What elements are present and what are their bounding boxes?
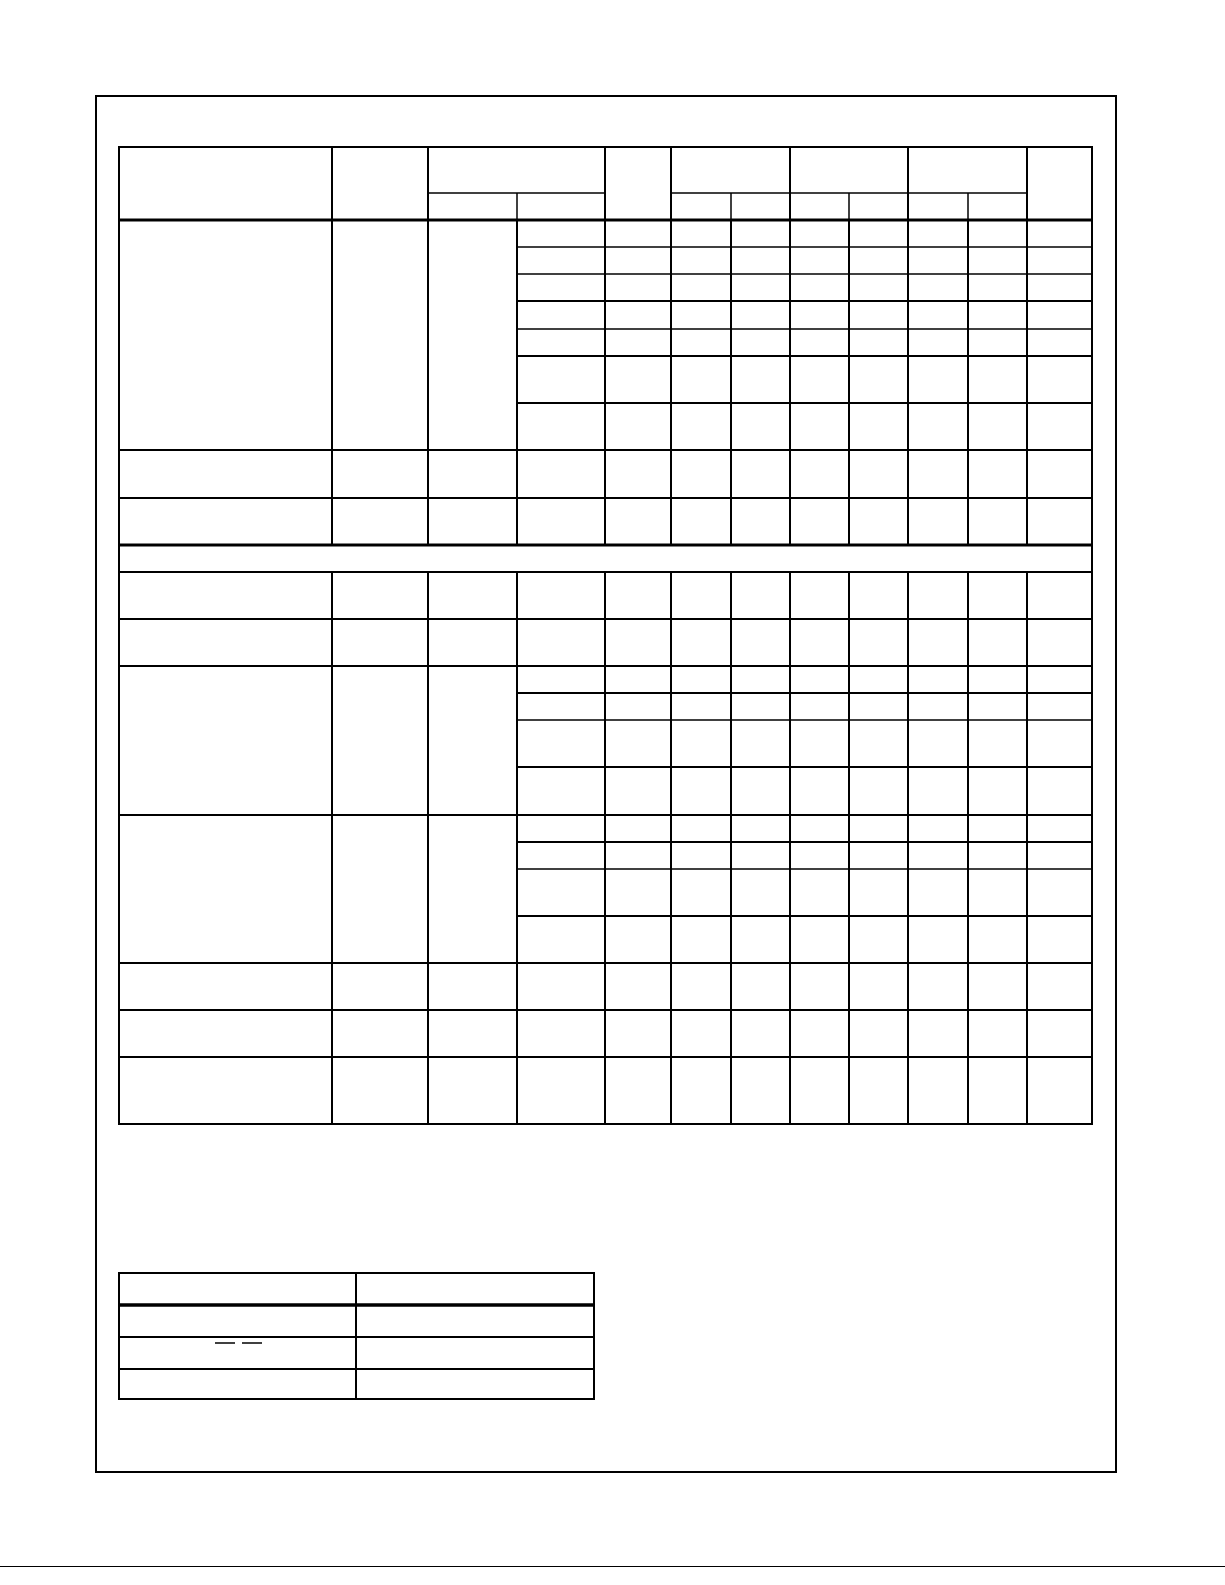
footer-rule bbox=[0, 1566, 1225, 1567]
main-table bbox=[119, 147, 1092, 1124]
small-table bbox=[119, 1273, 594, 1399]
